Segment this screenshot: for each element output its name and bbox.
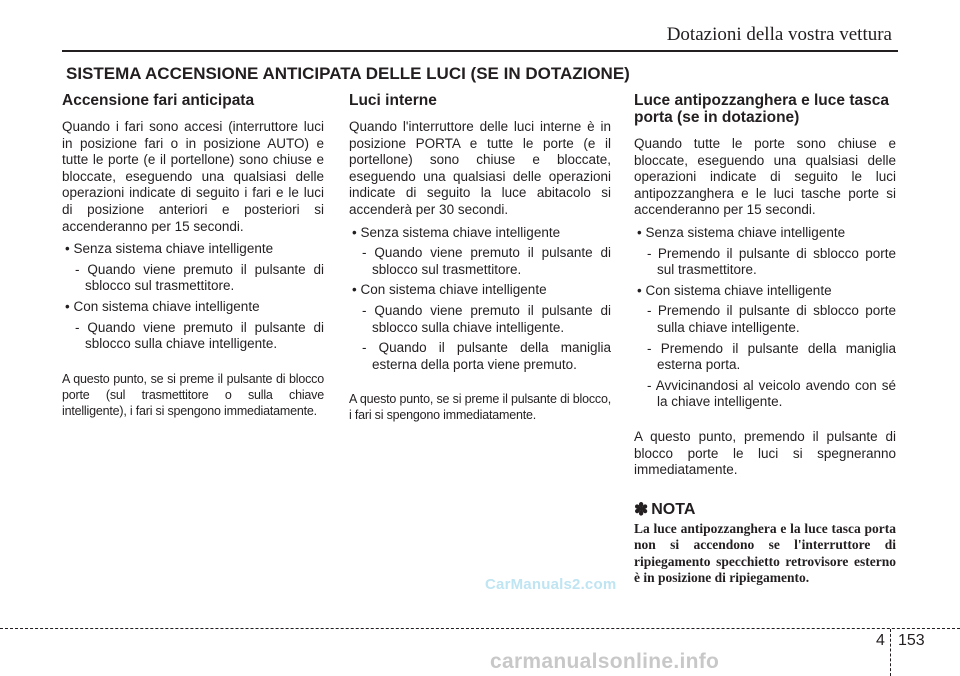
bullet-item: • Senza sistema chiave intelligente <box>352 224 561 240</box>
dash-item: - Quando viene premuto il pulsante di sblocco sulla chiave intelligente. <box>75 319 324 352</box>
chapter-number: 4 <box>876 632 885 649</box>
dash-item: - Quando viene premuto il pulsante di sblocco sulla chiave intelligente. <box>362 302 611 335</box>
nota-label: NOTA <box>651 500 696 518</box>
heading-luci-interne: Luci interne <box>349 92 437 109</box>
section-title: SISTEMA ACCENSIONE ANTICIPATA DELLE LUCI (SE IN DOTAZIONE) <box>66 64 630 83</box>
running-header: Dotazioni della vostra vettura <box>666 24 892 45</box>
paragraph-outro: A questo punto, se si preme il pulsante di blocco porte (sul trasmettitore o sulla chiave intelligente), i fari si spengono immediatamente. <box>62 371 324 418</box>
dash-item: - Premendo il pulsante della maniglia esterna porta. <box>647 340 896 373</box>
bullet-item: • Con sistema chiave intelligente <box>352 282 547 298</box>
paragraph-outro: A questo punto, se si preme il pulsante di blocco, i fari si spengono immediatamente. <box>349 392 611 423</box>
paragraph-outro: A questo punto, premendo il pulsante di blocco porte le luci si spegneranno immediatamente. <box>634 428 896 478</box>
dash-item: - Quando viene premuto il pulsante di sblocco sul trasmettitore. <box>362 245 611 277</box>
dash-item: - Premendo il pulsante di sblocco porte sul trasmettitore. <box>647 245 896 278</box>
dash-item: - Premendo il pulsante di sblocco porte sulla chiave intelligente. <box>647 303 896 335</box>
footer-dashed-rule <box>0 628 960 629</box>
paragraph-intro: Quando tutte le porte sono chiuse e bloccate, eseguendo una qualsiasi delle operazioni indicate di seguito le luci antipozzanghera e le luci tasche porte si accenderanno per 15 secondi. <box>634 136 896 218</box>
asterisk-icon: ✽ <box>634 499 649 519</box>
nota-heading <box>634 501 896 519</box>
column-luci-interne <box>349 92 611 429</box>
heading-accensione-fari: Accensione fari anticipata <box>62 92 255 109</box>
bullet-item: • Senza sistema chiave intelligente <box>637 224 846 240</box>
paragraph-intro: Quando l'interruttore delle luci interne è in posizione PORTA e tutte le porte (e il portellone) sono chiuse e bloccate, eseguendo una qualsiasi delle operazioni indicate di seguito la luce abitacolo si accenderà per 30 secondi. <box>349 119 611 217</box>
page-number-separator <box>890 629 891 676</box>
column-luce-antipozzanghera <box>634 92 896 587</box>
bullet-item: • Senza sistema chiave intelligente <box>65 241 274 257</box>
bullet-item: • Con sistema chiave intelligente <box>65 298 260 314</box>
watermark-logo: CarManuals2.com <box>485 576 617 593</box>
footer-watermark: carmanualsonline.info <box>490 650 720 673</box>
dash-item: - Quando il pulsante della maniglia esterna della porta viene premuto. <box>362 340 611 372</box>
header-rule <box>62 50 898 52</box>
nota-text: La luce antipozzanghera e la luce tasca porta non si accendono se l'interruttore di ripiegamento specchietto retrovisore esterno è in posizione di ripiegamento. <box>634 520 896 586</box>
dash-item: - Quando viene premuto il pulsante di sblocco sul trasmettitore. <box>75 261 324 294</box>
paragraph-intro: Quando i fari sono accesi (interruttore luci in posizione fari o in posizione AUTO) e tutte le porte (e il portellone) sono chiuse e bloccate, eseguendo una qualsiasi delle operazioni indicate di seguito i fari e le luci di posizione anteriori e posteriori si accenderanno per 15 secondi. <box>62 119 324 234</box>
column-accensione-fari <box>62 92 324 425</box>
dash-item: - Avvicinandosi al veicolo avendo con sé la chiave intelligente. <box>647 377 896 410</box>
heading-luce-antipozzanghera: Luce antipozzanghera e luce tasca porta (se in dotazione) <box>634 92 889 126</box>
page-number: 153 <box>898 632 925 649</box>
bullet-item: • Con sistema chiave intelligente <box>637 282 832 298</box>
